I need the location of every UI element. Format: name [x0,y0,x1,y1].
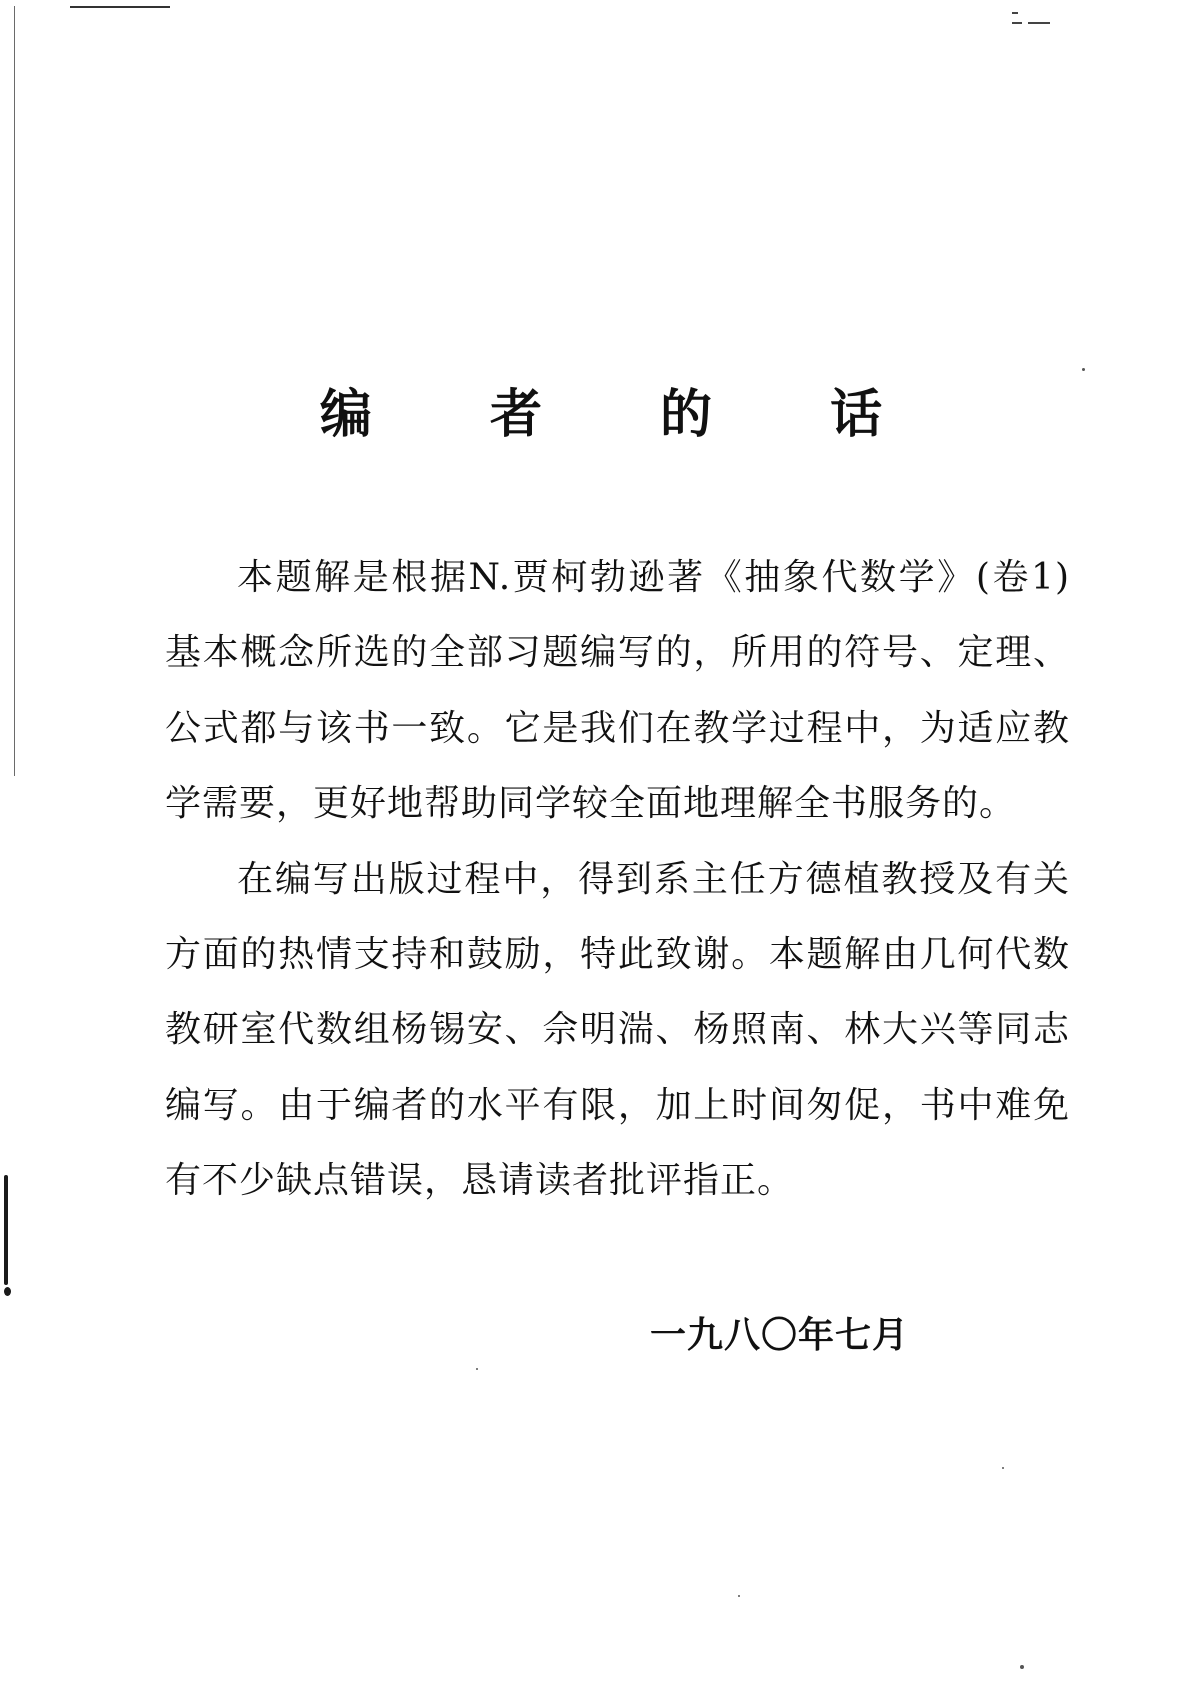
scan-speck [1020,1665,1024,1669]
scan-speck [476,1368,478,1370]
binding-mark [4,1175,8,1285]
binding-mark [4,1287,11,1296]
paragraph-1: 本题解是根据N.贾柯勃逊著《抽象代数学》(卷1)基本概念所选的全部习题编写的，所用的符号、定理、公式都与该书一致。它是我们在教学过程中，为适应教学需要，更好地帮助同学较全面地理解全书服务的。 [165,557,1070,825]
page-edge-line [70,6,170,8]
scan-speck [738,1595,740,1597]
scan-speck [1082,368,1085,371]
page-title: 编 者 的 话 [319,384,933,445]
scan-mark [1012,12,1052,26]
scan-speck [1002,1467,1004,1469]
paragraph-2: 在编写出版过程中，得到系主任方德植教授及有关方面的热情支持和鼓励，特此致谢。本题解由几何代数教研室代数组杨锡安、佘明湍、杨照南、林大兴等同志编写。由于编者的水平有限，加上时间匆促，书中难免有不少缺点错误，恳请读者批评指正。 [165,858,1070,1202]
body-text [165,540,1070,1219]
date-signature: 一九八〇年七月 [650,1314,910,1356]
